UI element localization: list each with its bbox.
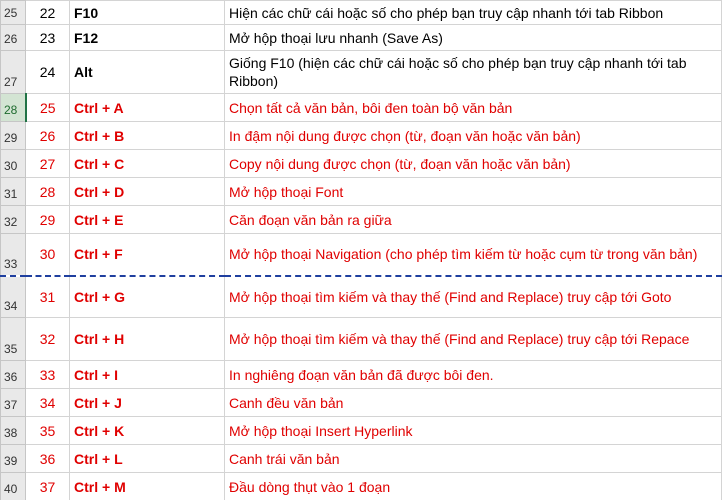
cell-number[interactable]: 34 bbox=[26, 389, 70, 417]
cell-description[interactable]: In nghiêng đoạn văn bản đã được bôi đen. bbox=[225, 361, 722, 389]
table-row bbox=[1, 94, 722, 122]
cell-shortcut[interactable]: Ctrl + A bbox=[70, 94, 225, 122]
cell-description[interactable]: Hiện các chữ cái hoặc số cho phép bạn truy cập nhanh tới tab Ribbon bbox=[225, 1, 722, 25]
cell-number[interactable]: 25 bbox=[26, 94, 70, 122]
cell-shortcut[interactable]: Ctrl + J bbox=[70, 389, 225, 417]
cell-shortcut[interactable]: Ctrl + I bbox=[70, 361, 225, 389]
cell-number[interactable]: 29 bbox=[26, 206, 70, 234]
row-header[interactable]: 32 bbox=[1, 206, 26, 234]
cell-shortcut[interactable]: Ctrl + G bbox=[70, 276, 225, 318]
cell-description[interactable]: Canh đều văn bản bbox=[225, 389, 722, 417]
cell-number[interactable]: 26 bbox=[26, 122, 70, 150]
row-header-selected[interactable]: 28 bbox=[1, 94, 26, 122]
cell-shortcut[interactable]: Alt bbox=[70, 51, 225, 94]
cell-number[interactable]: 35 bbox=[26, 417, 70, 445]
cell-shortcut[interactable]: Ctrl + C bbox=[70, 150, 225, 178]
cell-shortcut[interactable]: Ctrl + M bbox=[70, 473, 225, 500]
cell-number[interactable]: 36 bbox=[26, 445, 70, 473]
table-row bbox=[1, 389, 722, 417]
cell-shortcut[interactable]: F12 bbox=[70, 25, 225, 51]
cell-shortcut[interactable]: Ctrl + D bbox=[70, 178, 225, 206]
row-header[interactable]: 25 bbox=[1, 1, 26, 25]
cell-shortcut[interactable]: Ctrl + L bbox=[70, 445, 225, 473]
cell-shortcut[interactable]: Ctrl + B bbox=[70, 122, 225, 150]
row-header[interactable]: 26 bbox=[1, 25, 26, 51]
row-header[interactable]: 36 bbox=[1, 361, 26, 389]
cell-number[interactable]: 33 bbox=[26, 361, 70, 389]
cell-description[interactable]: Mở hộp thoại tìm kiếm và thay thế (Find and Replace) truy cập tới Repace bbox=[225, 318, 722, 361]
cell-shortcut[interactable]: Ctrl + K bbox=[70, 417, 225, 445]
cell-number[interactable]: 23 bbox=[26, 25, 70, 51]
table-row bbox=[1, 51, 722, 94]
cell-description[interactable]: Mở hộp thoại Insert Hyperlink bbox=[225, 417, 722, 445]
cell-shortcut[interactable]: F10 bbox=[70, 1, 225, 25]
cell-description[interactable]: Mở hộp thoại tìm kiếm và thay thế (Find and Replace) truy cập tới Goto bbox=[225, 276, 722, 318]
cell-description[interactable]: Copy nội dung được chọn (từ, đoạn văn hoặc văn bản) bbox=[225, 150, 722, 178]
row-header[interactable]: 27 bbox=[1, 51, 26, 94]
cell-number[interactable]: 31 bbox=[26, 276, 70, 318]
cell-description[interactable]: Chọn tất cả văn bản, bôi đen toàn bộ văn bản bbox=[225, 94, 722, 122]
cell-description[interactable]: Mở hộp thoại Font bbox=[225, 178, 722, 206]
table-row bbox=[1, 276, 722, 318]
row-header[interactable]: 37 bbox=[1, 389, 26, 417]
row-header[interactable]: 29 bbox=[1, 122, 26, 150]
cell-number[interactable]: 22 bbox=[26, 1, 70, 25]
row-header[interactable]: 38 bbox=[1, 417, 26, 445]
cell-number[interactable]: 32 bbox=[26, 318, 70, 361]
table-row bbox=[1, 417, 722, 445]
cell-description[interactable]: Đầu dòng thụt vào 1 đoạn bbox=[225, 473, 722, 500]
cell-number[interactable]: 30 bbox=[26, 234, 70, 276]
row-header[interactable]: 31 bbox=[1, 178, 26, 206]
table-row bbox=[1, 361, 722, 389]
row-header[interactable]: 40 bbox=[1, 473, 26, 500]
cell-description[interactable]: Căn đoạn văn bản ra giữa bbox=[225, 206, 722, 234]
cell-description[interactable]: Mở hộp thoại lưu nhanh (Save As) bbox=[225, 25, 722, 51]
cell-number[interactable]: 37 bbox=[26, 473, 70, 500]
table-row bbox=[1, 1, 722, 25]
cell-shortcut[interactable]: Ctrl + H bbox=[70, 318, 225, 361]
row-header[interactable]: 39 bbox=[1, 445, 26, 473]
table-row bbox=[1, 25, 722, 51]
row-header[interactable]: 30 bbox=[1, 150, 26, 178]
cell-description[interactable]: Giống F10 (hiện các chữ cái hoặc số cho phép bạn truy cập nhanh tới tab Ribbon) bbox=[225, 51, 722, 94]
table-row bbox=[1, 473, 722, 500]
table-row bbox=[1, 318, 722, 361]
table-row bbox=[1, 178, 722, 206]
row-header[interactable]: 34 bbox=[1, 276, 26, 318]
cell-description[interactable]: Canh trái văn bản bbox=[225, 445, 722, 473]
table-row bbox=[1, 445, 722, 473]
table-row bbox=[1, 234, 722, 276]
cell-number[interactable]: 24 bbox=[26, 51, 70, 94]
cell-description[interactable]: In đậm nội dung được chọn (từ, đoạn văn hoặc văn bản) bbox=[225, 122, 722, 150]
row-header[interactable]: 33 bbox=[1, 234, 26, 276]
cell-shortcut[interactable]: Ctrl + E bbox=[70, 206, 225, 234]
cell-number[interactable]: 28 bbox=[26, 178, 70, 206]
table-row bbox=[1, 206, 722, 234]
table-row bbox=[1, 150, 722, 178]
row-header[interactable]: 35 bbox=[1, 318, 26, 361]
cell-shortcut[interactable]: Ctrl + F bbox=[70, 234, 225, 276]
table-row bbox=[1, 122, 722, 150]
cell-number[interactable]: 27 bbox=[26, 150, 70, 178]
cell-description[interactable]: Mở hộp thoại Navigation (cho phép tìm kiếm từ hoặc cụm từ trong văn bản) bbox=[225, 234, 722, 276]
